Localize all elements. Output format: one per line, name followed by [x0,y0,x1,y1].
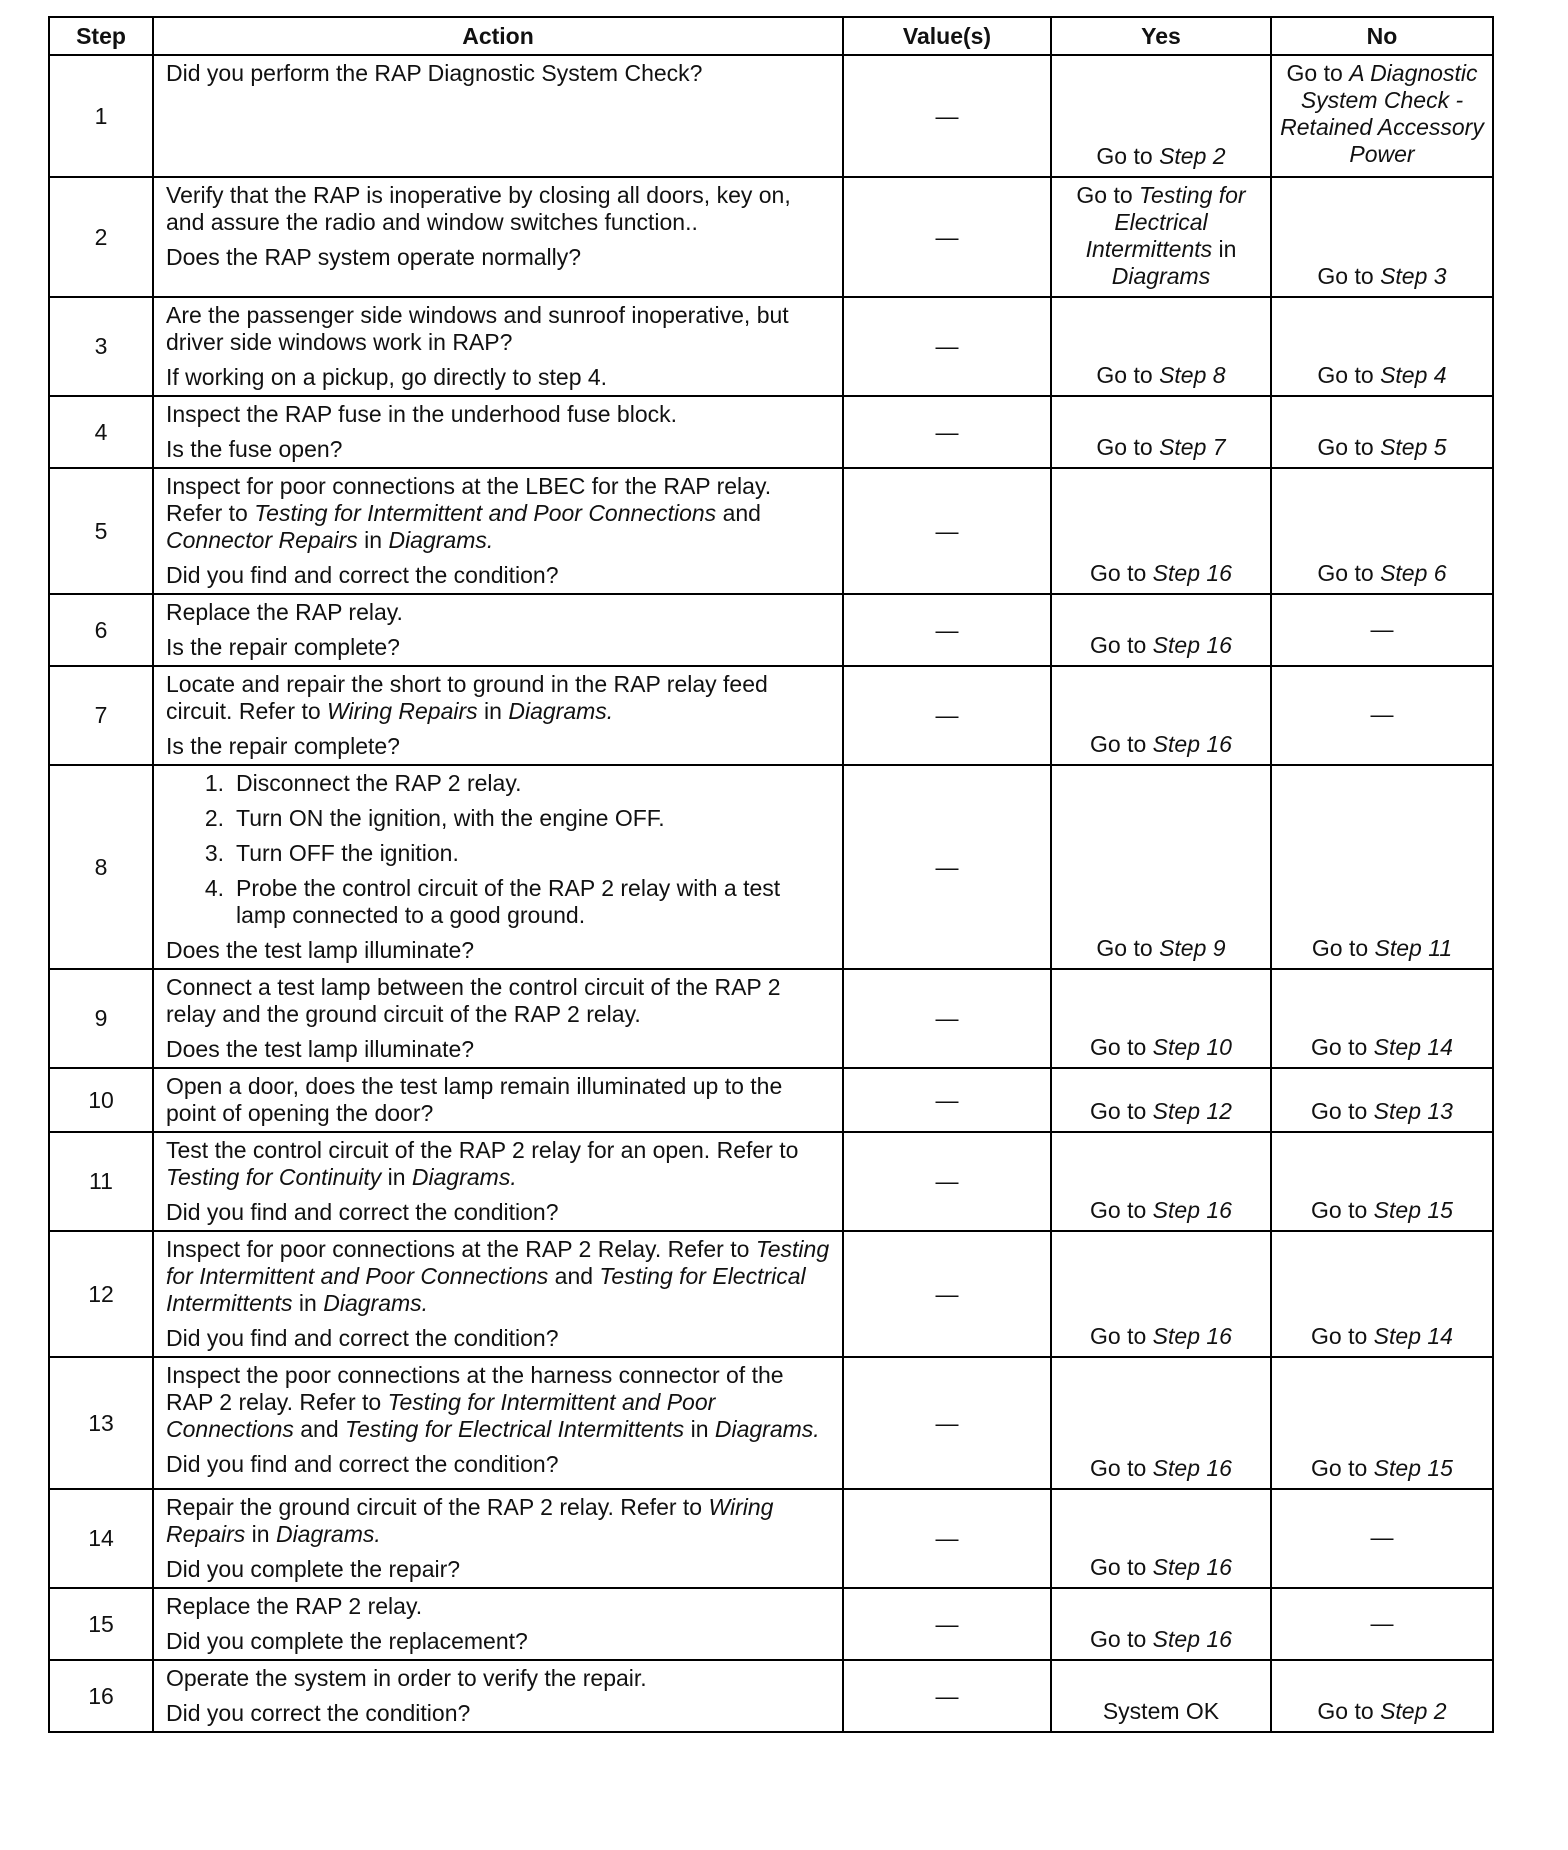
action-paragraph [166,733,832,760]
reference-text: Diagrams. [411,1164,517,1190]
step-number: 11 [49,1132,153,1231]
yes-cell [1051,177,1271,297]
reference-text: A Diagnostic System Check - Retained Accessory Power [1280,60,1484,167]
instruction-number: 3. [204,840,224,866]
action-paragraph [166,671,832,725]
no-cell [1271,177,1493,297]
value-cell: — [843,1489,1051,1588]
value-cell: — [843,1588,1051,1660]
text-segment: Does the test lamp illuminate? [166,1036,475,1062]
text-segment: Inspect for poor connections at the LBEC for the RAP relay. Refer to [166,473,772,526]
reference-text: Step 16 [1152,1197,1232,1223]
text-segment: Go to [1090,1455,1153,1481]
yes-cell [1051,594,1271,666]
text-segment: Go to [1090,1197,1153,1223]
reference-text: Testing for Intermittent and Poor Connections [254,500,717,526]
yes-cell [1051,468,1271,594]
action-paragraph [166,1700,832,1727]
value-cell: — [843,1231,1051,1357]
table-row [49,396,1493,468]
action-paragraph [166,599,832,626]
text-segment: Inspect the RAP fuse in the underhood fuse block. [166,401,678,427]
table-row [49,177,1493,297]
reference-text: Step 14 [1373,1034,1453,1060]
reference-text: Testing for Intermittent and Poor Connections [166,1236,830,1289]
text-segment: Locate and repair the short to ground in the RAP relay feed circuit. Refer to [166,671,768,724]
table-row [49,1489,1493,1588]
no-cell: — [1271,1588,1493,1660]
reference-text: Connector Repairs [166,527,358,553]
text-segment: Inspect the poor connections at the harness connector of the RAP 2 relay. Refer to [166,1362,784,1415]
action-paragraph [166,364,832,391]
action-paragraph [166,1665,832,1692]
instruction-item [166,805,832,832]
instruction-text: Turn OFF the ignition. [236,840,459,866]
reference-text: Step 6 [1380,560,1447,586]
text-segment: Test the control circuit of the RAP 2 relay for an open. Refer to [166,1137,799,1163]
action-paragraph [166,634,832,661]
value-cell: — [843,666,1051,765]
action-cell [153,55,843,177]
action-paragraph [166,1628,832,1655]
action-paragraph [166,1593,832,1620]
value-cell: — [843,765,1051,969]
no-cell [1271,1231,1493,1357]
action-cell [153,1231,843,1357]
reference-text: Step 8 [1159,362,1226,388]
no-cell [1271,765,1493,969]
text-segment: Did you perform the RAP Diagnostic System Check? [166,60,703,86]
text-segment: Did you complete the replacement? [166,1628,528,1654]
text-segment: Go to [1311,1034,1374,1060]
table-row [49,969,1493,1068]
text-segment: If working on a pickup, go directly to step 4. [166,364,608,390]
action-paragraph [166,60,832,87]
value-cell: — [843,396,1051,468]
no-cell [1271,1132,1493,1231]
step-number: 9 [49,969,153,1068]
reference-text: Diagrams. [388,527,494,553]
action-paragraph [166,1451,832,1478]
value-cell: — [843,297,1051,396]
text-segment: Go to [1311,1098,1374,1124]
text-segment: Did you correct the condition? [166,1700,471,1726]
action-paragraph [166,473,832,554]
text-segment: Go to [1317,434,1381,460]
action-paragraph [166,1325,832,1352]
reference-text: Step 2 [1159,143,1226,169]
text-segment: and [293,1416,346,1442]
yes-cell [1051,1660,1271,1732]
header-yes: Yes [1051,17,1271,55]
instruction-text: Turn ON the ignition, with the engine OFF. [236,805,665,831]
yes-cell [1051,666,1271,765]
reference-text: Step 2 [1380,1698,1447,1724]
action-cell [153,1489,843,1588]
text-segment: Go to [1090,731,1153,757]
yes-cell [1051,1132,1271,1231]
instruction-number: 1. [204,770,224,796]
action-cell [153,1068,843,1132]
action-cell [153,396,843,468]
reference-text: Step 16 [1152,1455,1232,1481]
diagnostic-table [48,16,1494,1733]
text-segment: Did you find and correct the condition? [166,1325,559,1351]
text-segment: Replace the RAP relay. [166,599,403,625]
no-cell [1271,969,1493,1068]
text-segment: Is the repair complete? [166,733,400,759]
text-segment: Go to [1090,632,1153,658]
no-cell: — [1271,666,1493,765]
reference-text: Step 11 [1374,935,1453,961]
text-segment: Did you find and correct the condition? [166,1199,559,1225]
text-segment: in [357,527,389,553]
value-cell: — [843,1132,1051,1231]
table-body [49,55,1493,1732]
action-paragraph [166,1556,832,1583]
reference-text: Step 16 [1152,1323,1232,1349]
reference-text: Diagrams. [275,1521,381,1547]
text-segment: Go to [1311,1455,1374,1481]
table-row [49,1231,1493,1357]
yes-cell [1051,1231,1271,1357]
action-cell [153,1132,843,1231]
table-row [49,55,1493,177]
reference-text: Step 16 [1152,560,1232,586]
yes-cell [1051,1357,1271,1489]
text-segment: Did you complete the repair? [166,1556,461,1582]
yes-cell [1051,969,1271,1068]
text-segment: Go to [1317,263,1381,289]
step-number: 15 [49,1588,153,1660]
text-segment: Go to [1090,1034,1153,1060]
action-cell [153,1357,843,1489]
value-cell: — [843,1068,1051,1132]
text-segment: Did you find and correct the condition? [166,562,559,588]
text-segment: Go to [1090,1626,1153,1652]
reference-text: Diagrams. [714,1416,820,1442]
value-cell: — [843,594,1051,666]
action-paragraph [166,401,832,428]
action-cell [153,666,843,765]
yes-cell [1051,765,1271,969]
reference-text: Step 16 [1152,731,1232,757]
table-row [49,1660,1493,1732]
action-paragraph [166,302,832,356]
text-segment: Is the repair complete? [166,634,400,660]
reference-text: Step 13 [1373,1098,1453,1124]
no-cell [1271,297,1493,396]
yes-cell [1051,55,1271,177]
reference-text: Step 15 [1373,1197,1453,1223]
value-cell: — [843,55,1051,177]
action-cell [153,1588,843,1660]
table-row [49,468,1493,594]
text-segment: Repair the ground circuit of the RAP 2 relay. Refer to [166,1494,709,1520]
action-paragraph [166,562,832,589]
step-number: 13 [49,1357,153,1489]
table-row [49,1357,1493,1489]
step-number: 8 [49,765,153,969]
action-paragraph [166,182,832,236]
step-number: 7 [49,666,153,765]
text-segment: in [684,1416,715,1442]
step-number: 5 [49,468,153,594]
reference-text: Step 5 [1380,434,1447,460]
yes-cell [1051,297,1271,396]
yes-cell [1051,1489,1271,1588]
reference-text: Step 4 [1380,362,1447,388]
action-paragraph [166,937,832,964]
text-segment: Go to [1096,143,1160,169]
step-number: 14 [49,1489,153,1588]
text-segment: Go to [1317,362,1381,388]
value-cell: — [843,969,1051,1068]
action-paragraph [166,974,832,1028]
text-segment: Go to [1096,362,1160,388]
no-cell [1271,396,1493,468]
no-cell: — [1271,1489,1493,1588]
yes-cell [1051,1068,1271,1132]
action-cell [153,765,843,969]
action-paragraph [166,1137,832,1191]
no-cell: — [1271,594,1493,666]
reference-text: Step 15 [1373,1455,1453,1481]
text-segment: in [245,1521,276,1547]
reference-text: Testing for Electrical Intermittents [345,1416,685,1442]
instruction-item [166,840,832,867]
text-segment: in [381,1164,412,1190]
text-segment: and [716,500,761,526]
text-segment: Go to [1090,1554,1153,1580]
table-row [49,765,1493,969]
action-paragraph [166,1362,832,1443]
text-segment: Operate the system in order to verify the repair. [166,1665,647,1691]
action-paragraph [166,244,832,271]
text-segment: Go to [1311,1197,1374,1223]
text-segment: Are the passenger side windows and sunroof inoperative, but driver side windows work in RAP? [166,302,789,355]
table-row [49,666,1493,765]
step-number: 16 [49,1660,153,1732]
instruction-item [166,875,832,929]
header-action: Action [153,17,843,55]
reference-text: Testing for Electrical Intermittents [166,1263,806,1316]
text-segment: in [1212,236,1237,262]
text-segment: in [477,698,509,724]
action-paragraph [166,436,832,463]
header-step: Step [49,17,153,55]
value-cell: — [843,177,1051,297]
reference-text: Wiring Repairs [327,698,478,724]
text-segment: and [548,1263,600,1289]
table-row [49,1588,1493,1660]
reference-text: Step 3 [1380,263,1447,289]
step-number: 3 [49,297,153,396]
yes-cell [1051,1588,1271,1660]
action-paragraph [166,1494,832,1548]
reference-text: Step 10 [1152,1034,1232,1060]
reference-text: Step 12 [1152,1098,1232,1124]
text-segment: Go to [1311,1323,1374,1349]
table-row [49,1068,1493,1132]
reference-text: Step 16 [1152,1626,1232,1652]
text-segment: Go to [1090,560,1153,586]
step-number: 12 [49,1231,153,1357]
reference-text: Testing for Continuity [166,1164,382,1190]
no-cell [1271,55,1493,177]
action-cell [153,468,843,594]
instruction-text: Probe the control circuit of the RAP 2 relay with a test lamp connected to a good ground. [236,875,781,928]
text-segment: Inspect for poor connections at the RAP 2 Relay. Refer to [166,1236,756,1262]
action-paragraph [166,1236,832,1317]
text-segment: Go to [1311,935,1375,961]
action-paragraph [166,1036,832,1063]
step-number: 6 [49,594,153,666]
text-segment: in [292,1290,324,1316]
text-segment: Go to [1317,1698,1381,1724]
instruction-text: Disconnect the RAP 2 relay. [236,770,522,796]
header-no: No [1271,17,1493,55]
text-segment: Go to [1076,182,1140,208]
table-row [49,594,1493,666]
value-cell: — [843,1357,1051,1489]
text-segment: Go to [1096,935,1160,961]
text-segment: Go to [1096,434,1160,460]
header-values: Value(s) [843,17,1051,55]
text-segment: Connect a test lamp between the control circuit of the RAP 2 relay and the ground circuit of the RAP 2 relay. [166,974,781,1027]
step-number: 4 [49,396,153,468]
text-segment: Is the fuse open? [166,436,343,462]
yes-cell [1051,396,1271,468]
no-cell [1271,1357,1493,1489]
step-number: 2 [49,177,153,297]
reference-text: Step 9 [1159,935,1226,961]
text-segment: Go to [1286,60,1350,86]
action-paragraph [166,1199,832,1226]
action-cell [153,177,843,297]
text-segment: Does the RAP system operate normally? [166,244,582,270]
reference-text: Diagrams. [323,1290,429,1316]
header-row [49,17,1493,55]
action-cell [153,297,843,396]
step-number: 1 [49,55,153,177]
text-segment: Verify that the RAP is inoperative by closing all doors, key on, and assure the radio and window switches function.. [166,182,791,235]
text-segment: Go to [1090,1098,1153,1124]
value-cell: — [843,1660,1051,1732]
text-segment: Replace the RAP 2 relay. [166,1593,423,1619]
action-cell [153,1660,843,1732]
no-cell [1271,1068,1493,1132]
reference-text: Diagrams [1111,263,1211,289]
table-row [49,297,1493,396]
reference-text: Wiring Repairs [166,1494,774,1547]
text-segment: Did you find and correct the condition? [166,1451,559,1477]
table-row [49,1132,1493,1231]
reference-text: Testing for Intermittent and Poor Connections [166,1389,716,1442]
text-segment: Does the test lamp illuminate? [166,937,475,963]
instruction-item [166,770,832,797]
instruction-number: 4. [204,875,224,901]
reference-text: Step 7 [1159,434,1226,460]
action-cell [153,969,843,1068]
action-cell [153,594,843,666]
text-segment: Open a door, does the test lamp remain illuminated up to the point of opening the door? [166,1073,783,1126]
no-cell [1271,1660,1493,1732]
step-number: 10 [49,1068,153,1132]
reference-text: Step 16 [1152,1554,1232,1580]
text-segment: Go to [1317,560,1381,586]
action-paragraph [166,1073,832,1127]
reference-text: Testing for Electrical Intermittents [1085,182,1246,262]
value-cell: — [843,468,1051,594]
reference-text: Step 14 [1373,1323,1453,1349]
text-segment: System OK [1102,1698,1220,1724]
reference-text: Step 16 [1152,632,1232,658]
text-segment: Go to [1090,1323,1153,1349]
instruction-number: 2. [204,805,224,831]
reference-text: Diagrams. [508,698,614,724]
no-cell [1271,468,1493,594]
